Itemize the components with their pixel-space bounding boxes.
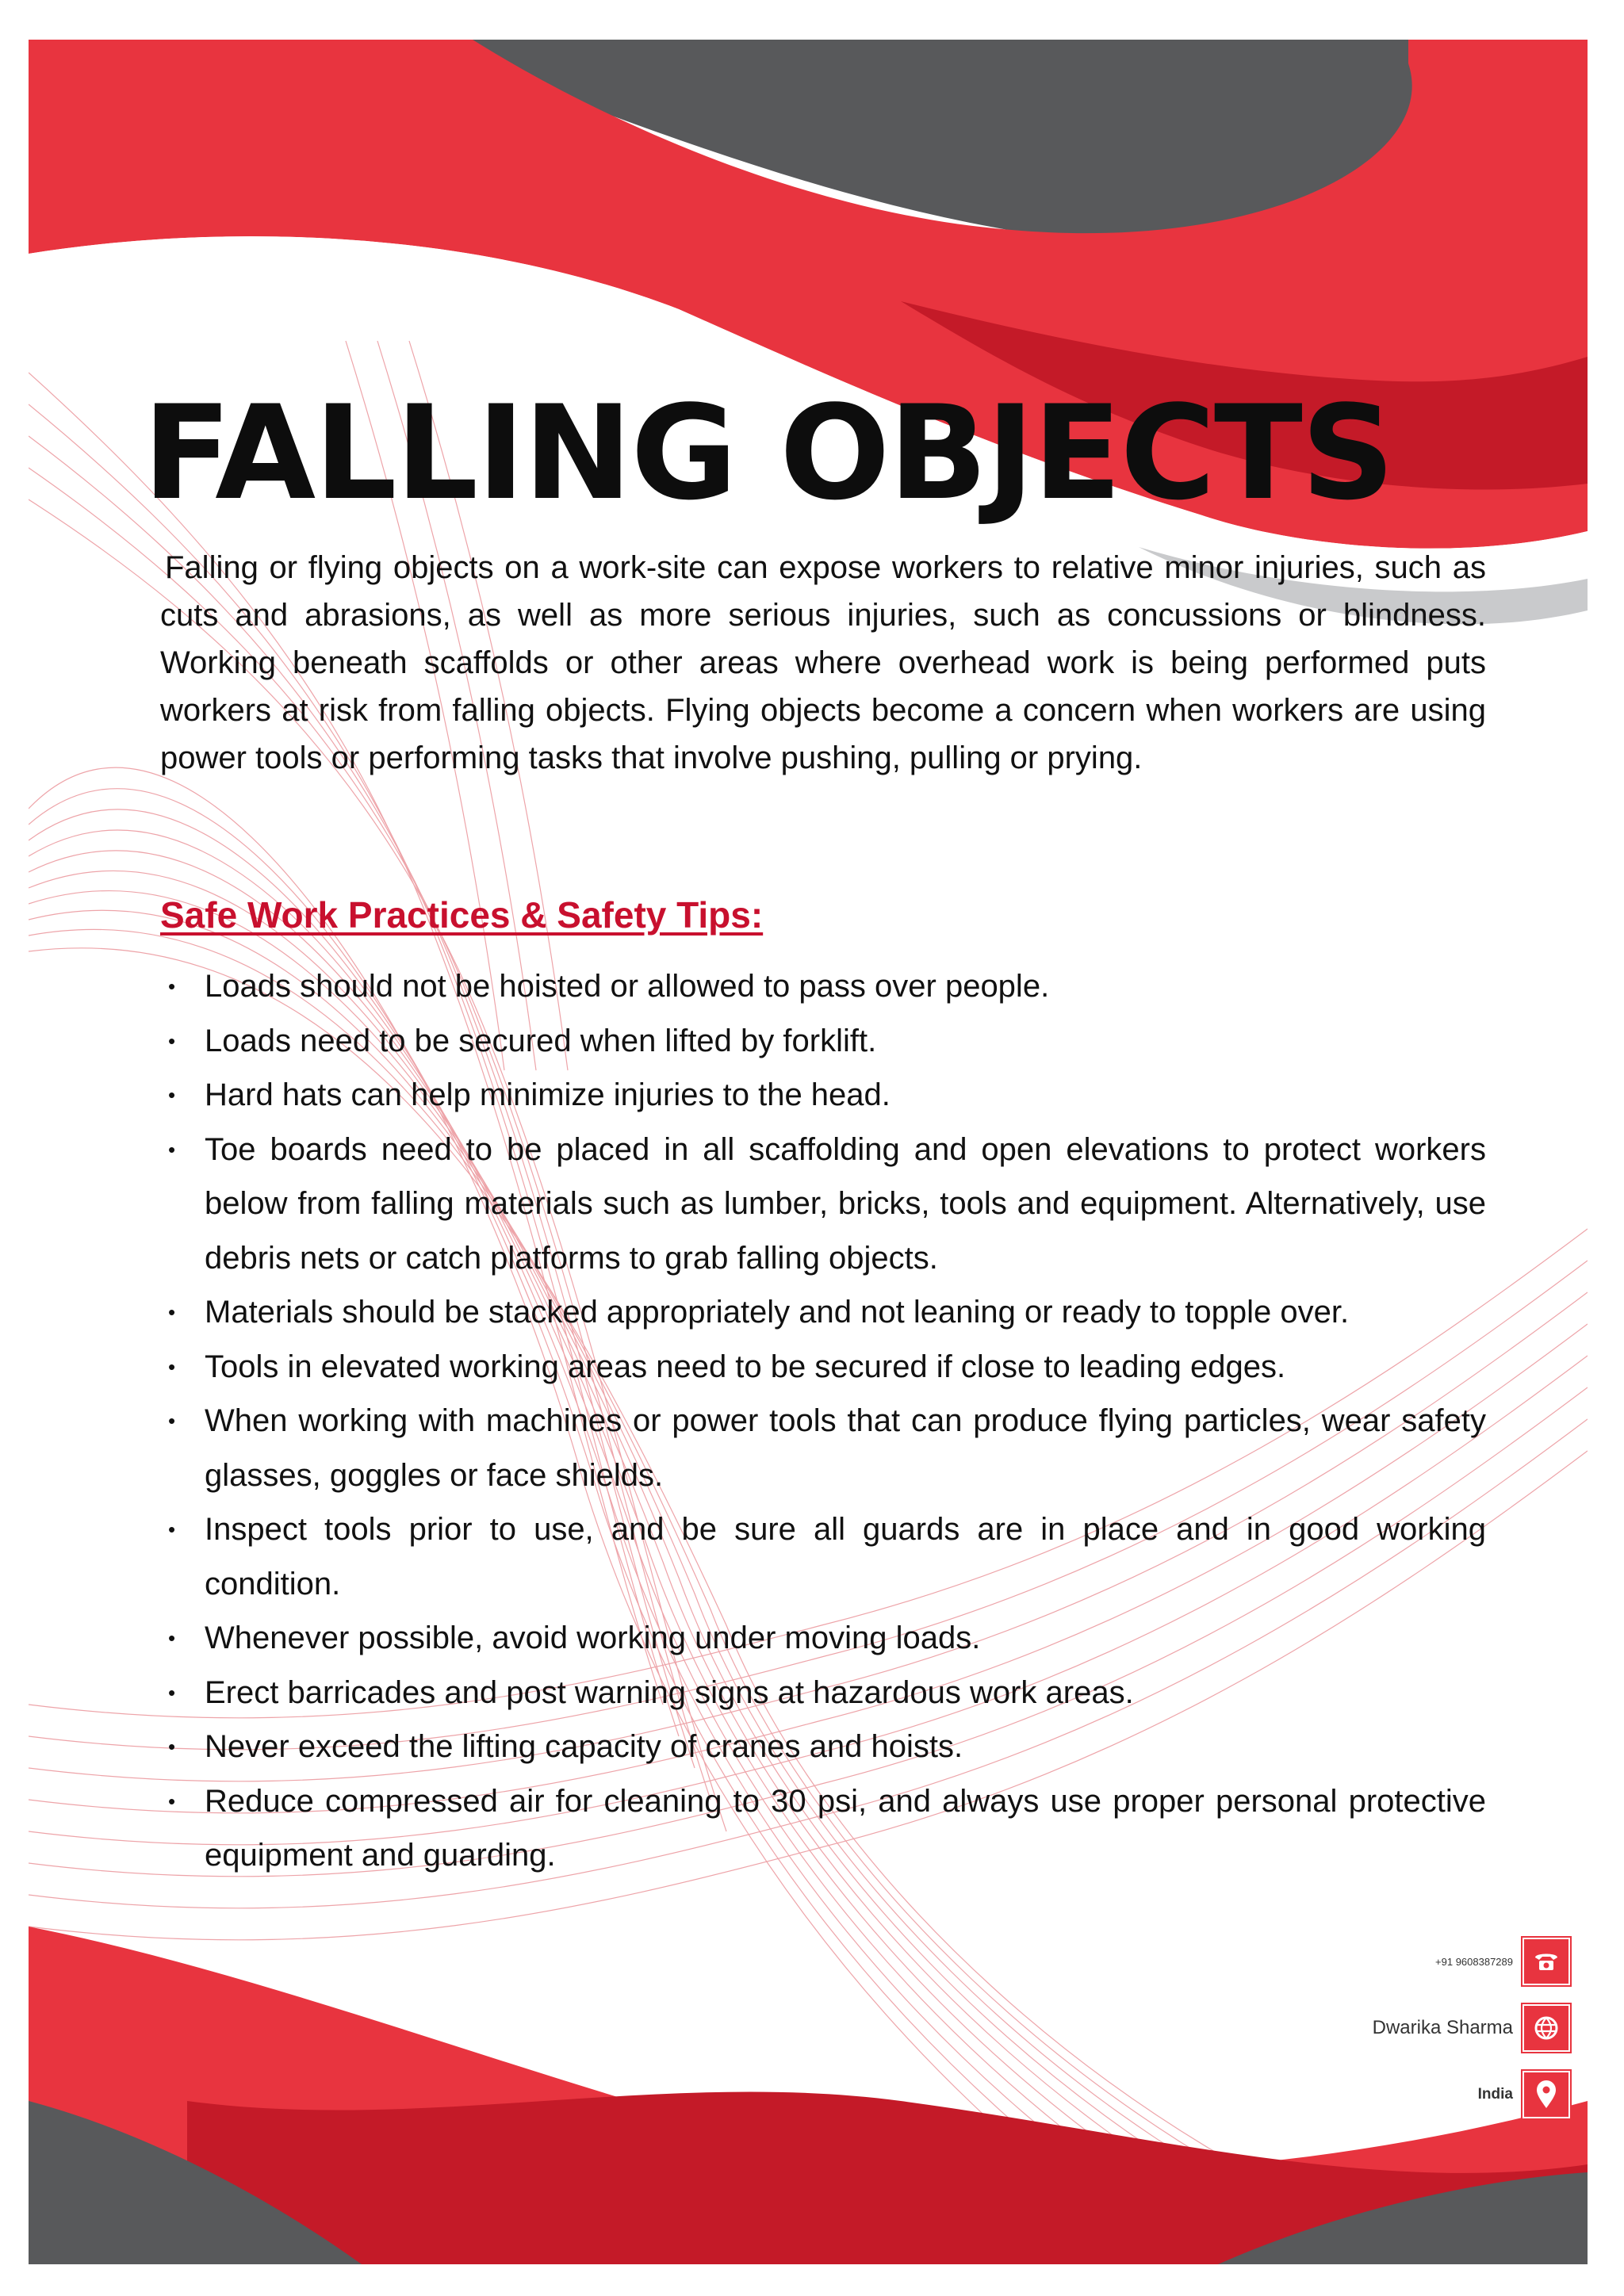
bullet-icon: • <box>168 1354 176 1379</box>
list-item <box>160 1068 1486 1123</box>
page-title: FALLING OBJECTS <box>143 377 1393 529</box>
globe-icon <box>1522 2004 1570 2052</box>
list-item <box>160 1123 1486 1286</box>
list-item <box>160 1014 1486 1069</box>
bullet-icon: • <box>168 1028 176 1053</box>
tip-text: Inspect tools prior to use, and be sure all guards are in place and in good working condition. <box>205 1512 1486 1601</box>
bullet-icon: • <box>168 1409 176 1433</box>
contact-name: Dwarika Sharma <box>1372 2017 1513 2038</box>
contact-block <box>1237 1938 1570 2137</box>
list-item <box>160 1720 1486 1774</box>
phone-icon <box>1522 1938 1570 1985</box>
tip-text: Never exceed the lifting capacity of cranes and hoists. <box>205 1729 963 1764</box>
bullet-icon: • <box>168 1626 176 1650</box>
poster-page <box>29 40 1588 2264</box>
contact-name-row <box>1237 2004 1570 2052</box>
list-item <box>160 1394 1486 1502</box>
bullet-icon: • <box>168 1517 176 1541</box>
contact-phone-row <box>1237 1938 1570 1985</box>
bullet-icon: • <box>168 1680 176 1705</box>
contact-location-row <box>1237 2071 1570 2118</box>
tip-text: Tools in elevated working areas need to be secured if close to leading edges. <box>205 1349 1286 1384</box>
tip-text: Whenever possible, avoid working under moving loads. <box>205 1621 981 1655</box>
bullet-icon: • <box>168 974 176 998</box>
tip-text: Loads need to be secured when lifted by forklift. <box>205 1023 877 1058</box>
location-pin-icon <box>1522 2071 1570 2118</box>
list-item <box>160 1666 1486 1720</box>
list-item <box>160 1285 1486 1340</box>
tip-text: Hard hats can help minimize injuries to the head. <box>205 1077 891 1112</box>
bullet-icon: • <box>168 1137 176 1161</box>
tip-text: Reduce compressed air for cleaning to 30 psi, and always use proper personal protective equipment and guarding. <box>205 1783 1486 1873</box>
tip-text: Materials should be stacked appropriately and not leaning or ready to topple over. <box>205 1295 1350 1330</box>
list-item <box>160 959 1486 1014</box>
intro-paragraph: Falling or flying objects on a work-site can expose workers to relative minor injuries, such as cuts and abrasions, as well as more serious injuries, such as concussions or blindness. Working beneath scaffolds or other areas where overhead work is being performed puts workers at risk from falling objects. Flying objects become a concern when workers are using power tools or performing tasks that involve pushing, pulling or prying. <box>160 550 1486 775</box>
bullet-icon: • <box>168 1789 176 1813</box>
contact-location: India <box>1477 2086 1513 2103</box>
tip-text: When working with machines or power tools that can produce flying particles, wear safety glasses, goggles or face shields. <box>205 1403 1486 1493</box>
list-item <box>160 1774 1486 1883</box>
contact-phone: +91 9608387289 <box>1435 1955 1513 1968</box>
list-item <box>160 1611 1486 1666</box>
tip-text: Loads should not be hoisted or allowed to pass over people. <box>205 969 1050 1004</box>
list-item <box>160 1340 1486 1395</box>
tip-text: Toe boards need to be placed in all scaffolding and open elevations to protect workers below from falling materials such as lumber, bricks, tools and equipment. Alternatively, use debris nets or catch platforms to grab falling objects. <box>205 1131 1486 1276</box>
list-item <box>160 1502 1486 1611</box>
tips-list <box>160 959 1486 1883</box>
bullet-icon: • <box>168 1735 176 1758</box>
tip-text: Erect barricades and post warning signs at hazardous work areas. <box>205 1674 1134 1710</box>
bullet-icon: • <box>168 1300 176 1324</box>
tips-heading: Safe Work Practices & Safety Tips: <box>160 894 764 936</box>
bullet-icon: • <box>168 1083 176 1107</box>
